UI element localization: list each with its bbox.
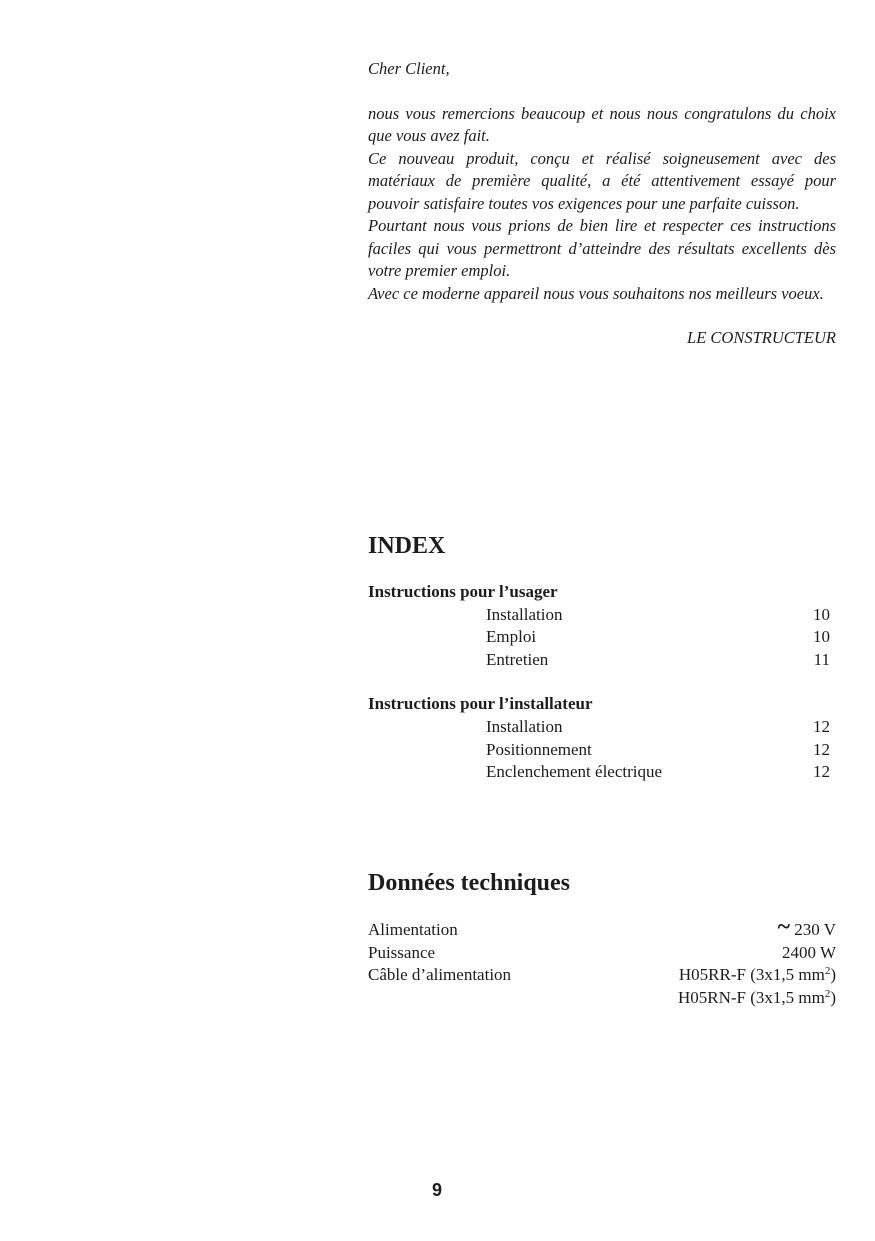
index-entry-page: 12 (813, 762, 830, 782)
tech-row-supply (368, 914, 836, 942)
signature: LE CONSTRUCTEUR (687, 328, 836, 347)
tech-label: Câble d’alimentation (368, 965, 512, 985)
index-group-user (368, 581, 836, 671)
index-group-installer (368, 693, 836, 783)
index-entry-label: Emploi (486, 627, 537, 647)
index-entry-page: 10 (813, 627, 830, 647)
index-entry (368, 761, 836, 784)
index-entry-page: 12 (813, 716, 830, 736)
letter-paragraph: Avec ce moderne appareil nous vous souhaitons nos meilleurs voeux. (368, 283, 824, 303)
technical-data-table (368, 914, 836, 1009)
page-number: 9 (431, 1180, 442, 1200)
index-group-title: Instructions pour l’installateur (368, 694, 593, 714)
tech-row-power (368, 942, 836, 965)
index-entry-page: 10 (813, 604, 830, 624)
alternating-current-icon: ~ (777, 914, 791, 940)
letter-paragraph: nous vous remercions beaucoup et nous nous congratulons du choix que vous avez fait. (368, 103, 836, 145)
tech-label: Alimentation (368, 920, 458, 939)
letter-section (368, 58, 836, 366)
technical-data-title: Données techniques (368, 870, 571, 896)
index-entry (368, 716, 836, 739)
index-entry-label: Positionnement (486, 739, 592, 759)
index-entry-label: Entretien (486, 649, 549, 669)
tech-value: ~ 230 V (777, 914, 836, 940)
letter-paragraph: Ce nouveau produit, conçu et réalisé soigneusement avec des matériaux de première qualité, a été attentivement essayé pour pouvoir satisfaire toutes vos exigences pour une parfaite cuisson. (368, 148, 836, 213)
index-section (368, 530, 836, 784)
index-entry (368, 604, 836, 627)
index-group-title: Instructions pour l’usager (368, 582, 558, 601)
technical-data-section (368, 867, 836, 1009)
index-entry-label: Installation (486, 716, 563, 736)
tech-value: H05RR-F (3x1,5 $mm^2$) (678, 965, 836, 985)
tech-value: H05RN-F (3x1,5 $mm^2$) (677, 987, 836, 1007)
tech-label: Puissance (368, 942, 436, 962)
index-title: INDEX (368, 533, 446, 559)
index-entry-page: 11 (813, 649, 830, 669)
tech-row-cable (368, 964, 836, 987)
greeting: Cher Client, (368, 59, 450, 78)
index-entry-label: Installation (486, 604, 563, 624)
tech-value: 2400 W (782, 942, 836, 962)
letter-paragraph: Pourtant nous vous prions de bien lire et respecter ces instructions faciles qui vous permettront d’atteindre des résultats excellents dès votre premier emploi. (368, 216, 836, 280)
index-entry-page: 12 (813, 739, 830, 759)
index-entry-label: Enclenchement électrique (486, 762, 663, 782)
index-entry (368, 649, 836, 672)
index-entry (368, 626, 836, 649)
tech-row-cable-alt (368, 987, 836, 1010)
index-entry (368, 739, 836, 762)
